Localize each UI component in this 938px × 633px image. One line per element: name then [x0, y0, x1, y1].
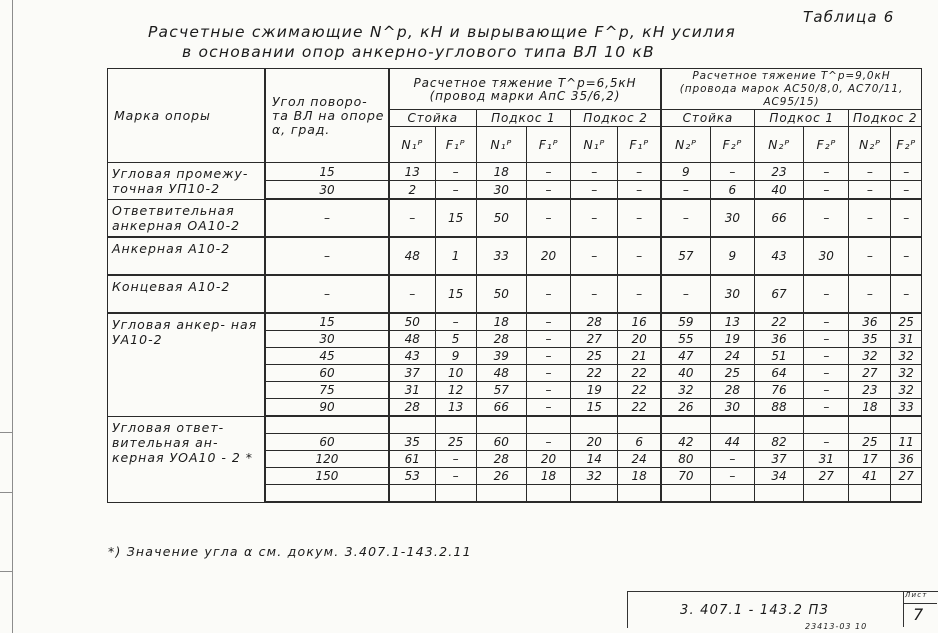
value-cell: –: [435, 468, 476, 485]
angle-cell: 90: [265, 399, 389, 417]
archive-code: 23413-03 10: [805, 622, 868, 631]
angle-cell: 15: [265, 163, 389, 181]
symbol-header: F₂ᴾ: [891, 127, 922, 163]
value-cell: –: [527, 399, 571, 417]
value-cell: –: [389, 275, 435, 313]
subheader-cell: Стойка: [389, 110, 476, 127]
symbol-header: N₂ᴾ: [849, 127, 891, 163]
value-cell: 50: [476, 275, 526, 313]
value-cell: 18: [476, 163, 526, 181]
value-cell: 13: [389, 163, 435, 181]
value-cell: –: [571, 199, 618, 237]
value-cell: 24: [710, 348, 754, 365]
value-cell: 28: [710, 382, 754, 399]
value-cell: –: [527, 365, 571, 382]
value-cell: 5: [435, 331, 476, 348]
value-cell: –: [849, 181, 891, 200]
sheet-number: 7: [913, 605, 925, 624]
value-cell: 66: [476, 399, 526, 417]
value-cell: 25: [571, 348, 618, 365]
value-cell: [849, 485, 891, 503]
value-cell: 36: [849, 313, 891, 331]
header-angle: Угол поворо- та ВЛ на опоре α, град.: [265, 69, 389, 163]
value-cell: 15: [435, 275, 476, 313]
value-cell: 6: [618, 434, 661, 451]
value-cell: –: [527, 163, 571, 181]
value-cell: 27: [571, 331, 618, 348]
value-cell: –: [710, 468, 754, 485]
value-cell: 35: [849, 331, 891, 348]
value-cell: 32: [891, 365, 922, 382]
header-group-9-0kn: Расчетное тяжение T^p=9,0кН (провода марок АС50/8,0, АС70/11, АС95/15): [661, 69, 922, 110]
value-cell: 66: [754, 199, 803, 237]
table-number: Таблица 6: [803, 8, 895, 26]
value-cell: 51: [754, 348, 803, 365]
value-cell: 34: [754, 468, 803, 485]
value-cell: 23: [754, 163, 803, 181]
value-cell: 36: [891, 451, 922, 468]
value-cell: [754, 485, 803, 503]
value-cell: 13: [435, 399, 476, 417]
value-cell: 50: [389, 313, 435, 331]
value-cell: 26: [476, 468, 526, 485]
value-cell: 60: [476, 434, 526, 451]
value-cell: 40: [661, 365, 710, 382]
subheader-cell: Подкос 1: [476, 110, 571, 127]
pole-brand-cell: Ответвительная анкерная ОА10-2: [108, 199, 266, 237]
value-cell: –: [849, 163, 891, 181]
value-cell: 31: [891, 331, 922, 348]
value-cell: [435, 416, 476, 434]
value-cell: [389, 485, 435, 503]
value-cell: 28: [476, 331, 526, 348]
subheader-cell: Стойка: [661, 110, 754, 127]
value-cell: –: [804, 399, 849, 417]
angle-cell: –: [265, 275, 389, 313]
value-cell: –: [435, 163, 476, 181]
subheader-cell: Подкос 1: [754, 110, 849, 127]
table-row: [108, 275, 922, 313]
value-cell: [710, 485, 754, 503]
value-cell: [571, 416, 618, 434]
value-cell: 30: [710, 199, 754, 237]
value-cell: –: [849, 275, 891, 313]
value-cell: 43: [754, 237, 803, 275]
value-cell: –: [849, 199, 891, 237]
value-cell: [804, 416, 849, 434]
page-title: [148, 22, 768, 62]
value-cell: 67: [754, 275, 803, 313]
value-cell: 19: [571, 382, 618, 399]
value-cell: 27: [849, 365, 891, 382]
value-cell: 37: [389, 365, 435, 382]
value-cell: 61: [389, 451, 435, 468]
value-cell: –: [661, 181, 710, 200]
value-cell: [661, 485, 710, 503]
value-cell: –: [571, 237, 618, 275]
value-cell: 18: [527, 468, 571, 485]
value-cell: 55: [661, 331, 710, 348]
value-cell: 82: [754, 434, 803, 451]
subheader-cell: Подкос 2: [571, 110, 661, 127]
value-cell: –: [571, 275, 618, 313]
title-line-1: Расчетные сжимающие N^p, кН и вырывающие F^p, кН усилия: [148, 23, 736, 41]
value-cell: –: [891, 237, 922, 275]
value-cell: 16: [618, 313, 661, 331]
value-cell: –: [527, 434, 571, 451]
value-cell: –: [527, 275, 571, 313]
value-cell: 24: [618, 451, 661, 468]
value-cell: 48: [476, 365, 526, 382]
value-cell: [849, 416, 891, 434]
value-cell: 10: [435, 365, 476, 382]
value-cell: 88: [754, 399, 803, 417]
symbol-header: N₂ᴾ: [754, 127, 803, 163]
angle-cell: 150: [265, 468, 389, 485]
angle-cell: –: [265, 237, 389, 275]
value-cell: 64: [754, 365, 803, 382]
value-cell: –: [710, 451, 754, 468]
value-cell: 33: [891, 399, 922, 417]
value-cell: [571, 485, 618, 503]
value-cell: 30: [710, 399, 754, 417]
value-cell: 1: [435, 237, 476, 275]
value-cell: [891, 485, 922, 503]
value-cell: 32: [849, 348, 891, 365]
value-cell: 41: [849, 468, 891, 485]
value-cell: [527, 485, 571, 503]
value-cell: 44: [710, 434, 754, 451]
value-cell: 25: [891, 313, 922, 331]
value-cell: 22: [618, 365, 661, 382]
value-cell: 48: [389, 237, 435, 275]
value-cell: 2: [389, 181, 435, 200]
value-cell: 30: [710, 275, 754, 313]
value-cell: 32: [891, 382, 922, 399]
pole-brand-cell: Угловая промежу- точная УП10-2: [108, 163, 266, 200]
angle-cell: [265, 416, 389, 434]
value-cell: 14: [571, 451, 618, 468]
value-cell: 25: [435, 434, 476, 451]
value-cell: –: [618, 181, 661, 200]
value-cell: 19: [710, 331, 754, 348]
value-cell: 21: [618, 348, 661, 365]
margin-tick: [0, 432, 12, 433]
value-cell: 31: [804, 451, 849, 468]
angle-cell: 45: [265, 348, 389, 365]
value-cell: 18: [849, 399, 891, 417]
value-cell: 23: [849, 382, 891, 399]
value-cell: –: [618, 199, 661, 237]
value-cell: 22: [754, 313, 803, 331]
value-cell: 40: [754, 181, 803, 200]
angle-cell: 75: [265, 382, 389, 399]
value-cell: [754, 416, 803, 434]
value-cell: 25: [849, 434, 891, 451]
symbol-header: F₂ᴾ: [804, 127, 849, 163]
value-cell: 15: [435, 199, 476, 237]
pole-brand-cell: Угловая ответ- вительная ан- керная УОА10 - 2 *: [108, 416, 266, 502]
value-cell: 25: [710, 365, 754, 382]
value-cell: 35: [389, 434, 435, 451]
value-cell: –: [527, 313, 571, 331]
table-row: [108, 416, 922, 434]
title-block-divider: [903, 591, 904, 627]
value-cell: 20: [618, 331, 661, 348]
angle-cell: 30: [265, 331, 389, 348]
value-cell: 33: [476, 237, 526, 275]
value-cell: 27: [891, 468, 922, 485]
angle-cell: 120: [265, 451, 389, 468]
value-cell: –: [804, 331, 849, 348]
value-cell: 26: [661, 399, 710, 417]
value-cell: [891, 416, 922, 434]
margin-tick: [0, 571, 12, 572]
value-cell: 6: [710, 181, 754, 200]
pole-brand-cell: Концевая А10-2: [108, 275, 266, 313]
value-cell: 20: [571, 434, 618, 451]
value-cell: –: [435, 313, 476, 331]
value-cell: –: [571, 181, 618, 200]
value-cell: –: [527, 331, 571, 348]
value-cell: 22: [618, 399, 661, 417]
value-cell: [710, 416, 754, 434]
value-cell: 59: [661, 313, 710, 331]
value-cell: –: [435, 451, 476, 468]
value-cell: –: [804, 163, 849, 181]
value-cell: [661, 416, 710, 434]
loads-table: [107, 68, 922, 503]
value-cell: [527, 416, 571, 434]
value-cell: 42: [661, 434, 710, 451]
value-cell: 32: [571, 468, 618, 485]
symbol-header: N₂ᴾ: [661, 127, 710, 163]
value-cell: 57: [661, 237, 710, 275]
value-cell: 50: [476, 199, 526, 237]
value-cell: –: [804, 199, 849, 237]
pole-brand-cell: Угловая анкер- ная УА10-2: [108, 313, 266, 416]
value-cell: 11: [891, 434, 922, 451]
value-cell: 80: [661, 451, 710, 468]
angle-cell: [265, 485, 389, 503]
value-cell: 13: [710, 313, 754, 331]
value-cell: 15: [571, 399, 618, 417]
value-cell: 47: [661, 348, 710, 365]
symbol-header: N₁ᴾ: [571, 127, 618, 163]
symbol-header: N₁ᴾ: [389, 127, 435, 163]
angle-cell: 15: [265, 313, 389, 331]
value-cell: 30: [804, 237, 849, 275]
subheader-cell: Подкос 2: [849, 110, 922, 127]
value-cell: –: [571, 163, 618, 181]
value-cell: –: [804, 365, 849, 382]
value-cell: [476, 416, 526, 434]
value-cell: 22: [618, 382, 661, 399]
value-cell: –: [891, 275, 922, 313]
value-cell: –: [661, 275, 710, 313]
value-cell: 32: [661, 382, 710, 399]
value-cell: 53: [389, 468, 435, 485]
value-cell: 76: [754, 382, 803, 399]
value-cell: –: [527, 181, 571, 200]
value-cell: –: [891, 181, 922, 200]
value-cell: –: [618, 163, 661, 181]
value-cell: [389, 416, 435, 434]
value-cell: –: [527, 348, 571, 365]
value-cell: 12: [435, 382, 476, 399]
value-cell: 18: [618, 468, 661, 485]
value-cell: –: [804, 275, 849, 313]
value-cell: –: [435, 181, 476, 200]
value-cell: –: [618, 237, 661, 275]
value-cell: 57: [476, 382, 526, 399]
value-cell: 9: [661, 163, 710, 181]
value-cell: [435, 485, 476, 503]
title-block-divider: [903, 603, 937, 604]
value-cell: 20: [527, 237, 571, 275]
footnote: *) Значение угла α см. докум. 3.407.1-143.2.11: [108, 544, 472, 559]
symbol-header: F₁ᴾ: [527, 127, 571, 163]
value-cell: –: [804, 348, 849, 365]
value-cell: [476, 485, 526, 503]
value-cell: –: [804, 434, 849, 451]
value-cell: 20: [527, 451, 571, 468]
value-cell: –: [661, 199, 710, 237]
value-cell: 28: [571, 313, 618, 331]
value-cell: 17: [849, 451, 891, 468]
value-cell: 30: [476, 181, 526, 200]
value-cell: 36: [754, 331, 803, 348]
symbol-header: N₁ᴾ: [476, 127, 526, 163]
value-cell: –: [527, 199, 571, 237]
value-cell: 48: [389, 331, 435, 348]
symbol-header: F₁ᴾ: [435, 127, 476, 163]
pole-brand-cell: Анкерная А10-2: [108, 237, 266, 275]
binding-margin-line: [12, 0, 13, 633]
header-brand: Марка опоры: [108, 69, 266, 163]
title-line-2: в основании опор анкерно-углового типа ВЛ 10 кВ: [182, 43, 655, 61]
table-row: [108, 313, 922, 331]
table-row: [108, 163, 922, 181]
table-row: [108, 237, 922, 275]
value-cell: 28: [389, 399, 435, 417]
value-cell: [804, 485, 849, 503]
margin-tick: [0, 492, 12, 493]
value-cell: 18: [476, 313, 526, 331]
value-cell: 43: [389, 348, 435, 365]
value-cell: –: [804, 382, 849, 399]
value-cell: –: [618, 275, 661, 313]
value-cell: –: [527, 382, 571, 399]
value-cell: –: [804, 313, 849, 331]
value-cell: –: [891, 163, 922, 181]
value-cell: 9: [710, 237, 754, 275]
symbol-header: F₂ᴾ: [710, 127, 754, 163]
value-cell: –: [710, 163, 754, 181]
angle-cell: 60: [265, 365, 389, 382]
value-cell: –: [389, 199, 435, 237]
value-cell: 37: [754, 451, 803, 468]
value-cell: 70: [661, 468, 710, 485]
value-cell: 39: [476, 348, 526, 365]
angle-cell: –: [265, 199, 389, 237]
table-row: [108, 199, 922, 237]
angle-cell: 30: [265, 181, 389, 200]
value-cell: 9: [435, 348, 476, 365]
value-cell: 31: [389, 382, 435, 399]
angle-cell: 60: [265, 434, 389, 451]
value-cell: [618, 416, 661, 434]
value-cell: [618, 485, 661, 503]
value-cell: 22: [571, 365, 618, 382]
value-cell: 27: [804, 468, 849, 485]
header-group-6-5kn: Расчетное тяжение T^p=6,5кН (провод марки АпС 35/6,2): [389, 69, 661, 110]
document-code: 3. 407.1 - 143.2 ПЗ: [680, 603, 829, 618]
value-cell: –: [891, 199, 922, 237]
value-cell: –: [849, 237, 891, 275]
value-cell: 32: [891, 348, 922, 365]
sheet-label: Лист: [905, 591, 928, 599]
symbol-header: F₁ᴾ: [618, 127, 661, 163]
value-cell: 28: [476, 451, 526, 468]
value-cell: –: [804, 181, 849, 200]
